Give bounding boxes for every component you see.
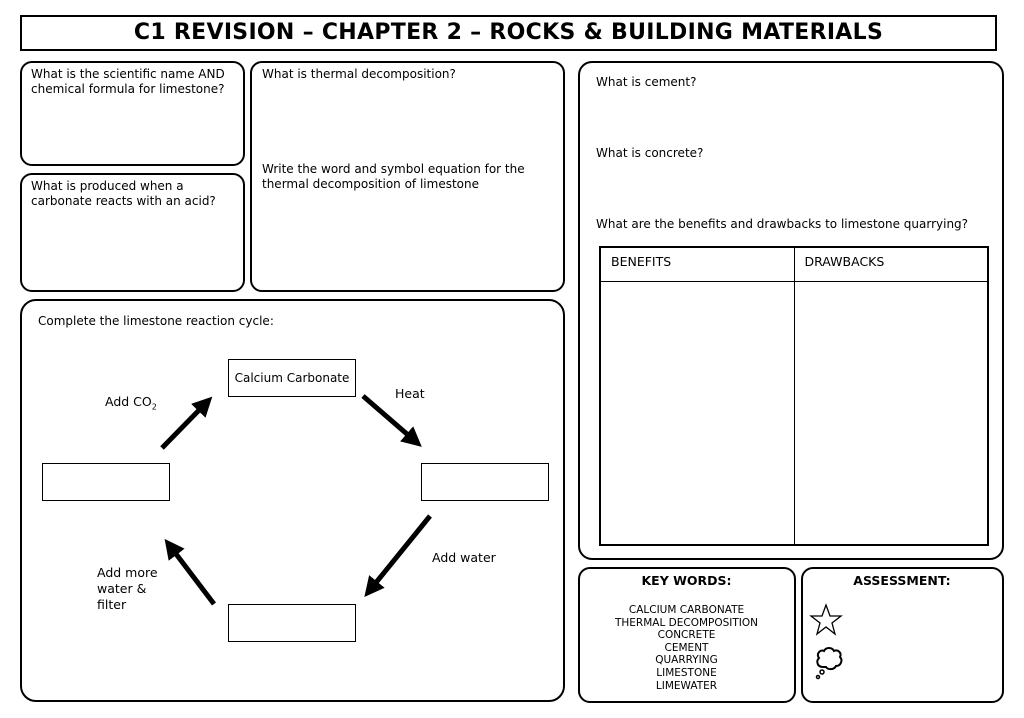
assessment-box: [801, 567, 1004, 703]
limestone-name-question: What is the scientific name AND chemical formula for limestone?: [31, 67, 225, 96]
thermal-decomposition-question: What is thermal decomposition?: [262, 67, 456, 81]
heat-label: Heat: [395, 386, 425, 401]
key-word-item: LIMEWATER: [655, 679, 718, 692]
key-word-item: CONCRETE: [657, 629, 716, 642]
drawbacks-header: DRAWBACKS: [794, 247, 988, 281]
arrow-heat: [363, 396, 415, 441]
arrow-add-water: [370, 516, 430, 590]
calcium-carbonate-label: Calcium Carbonate: [234, 371, 350, 385]
key-words-title: KEY WORDS:: [641, 573, 732, 588]
star-icon[interactable]: [809, 603, 843, 637]
quarrying-question: What are the benefits and drawbacks to limestone quarrying?: [596, 217, 969, 231]
key-word-item: THERMAL DECOMPOSITION: [614, 616, 759, 629]
key-words-list: [580, 604, 793, 692]
cement-question: What is cement?: [596, 75, 697, 89]
equation-question: Write the word and symbol equation for the thermal decomposition of limestone: [262, 162, 525, 191]
concrete-question: What is concrete?: [596, 146, 704, 160]
key-word-item: CALCIUM CARBONATE: [628, 604, 745, 616]
assessment-title: ASSESSMENT:: [853, 573, 951, 588]
cycle-heading: Complete the limestone reaction cycle:: [38, 314, 274, 328]
thought-bubble-icon[interactable]: [813, 645, 845, 681]
arrow-add-co2: [162, 403, 206, 448]
page-title: C1 REVISION – CHAPTER 2 – ROCKS & BUILDING MATERIALS: [20, 15, 997, 51]
key-word-item: LIMESTONE: [656, 666, 717, 679]
key-word-item: QUARRYING: [655, 654, 718, 667]
benefits-header: BENEFITS: [600, 247, 794, 281]
co2-subscript: 2: [151, 402, 157, 412]
add-more-water-label: Add more water & filter: [97, 565, 158, 612]
arrow-add-more-water: [170, 546, 214, 604]
carbonate-acid-question: What is produced when a carbonate reacts with an acid?: [31, 179, 216, 208]
add-water-label: Add water: [432, 550, 496, 565]
key-word-item: CEMENT: [664, 641, 709, 654]
add-co2-text: Add CO: [105, 394, 152, 409]
key-words-box: [578, 567, 796, 703]
